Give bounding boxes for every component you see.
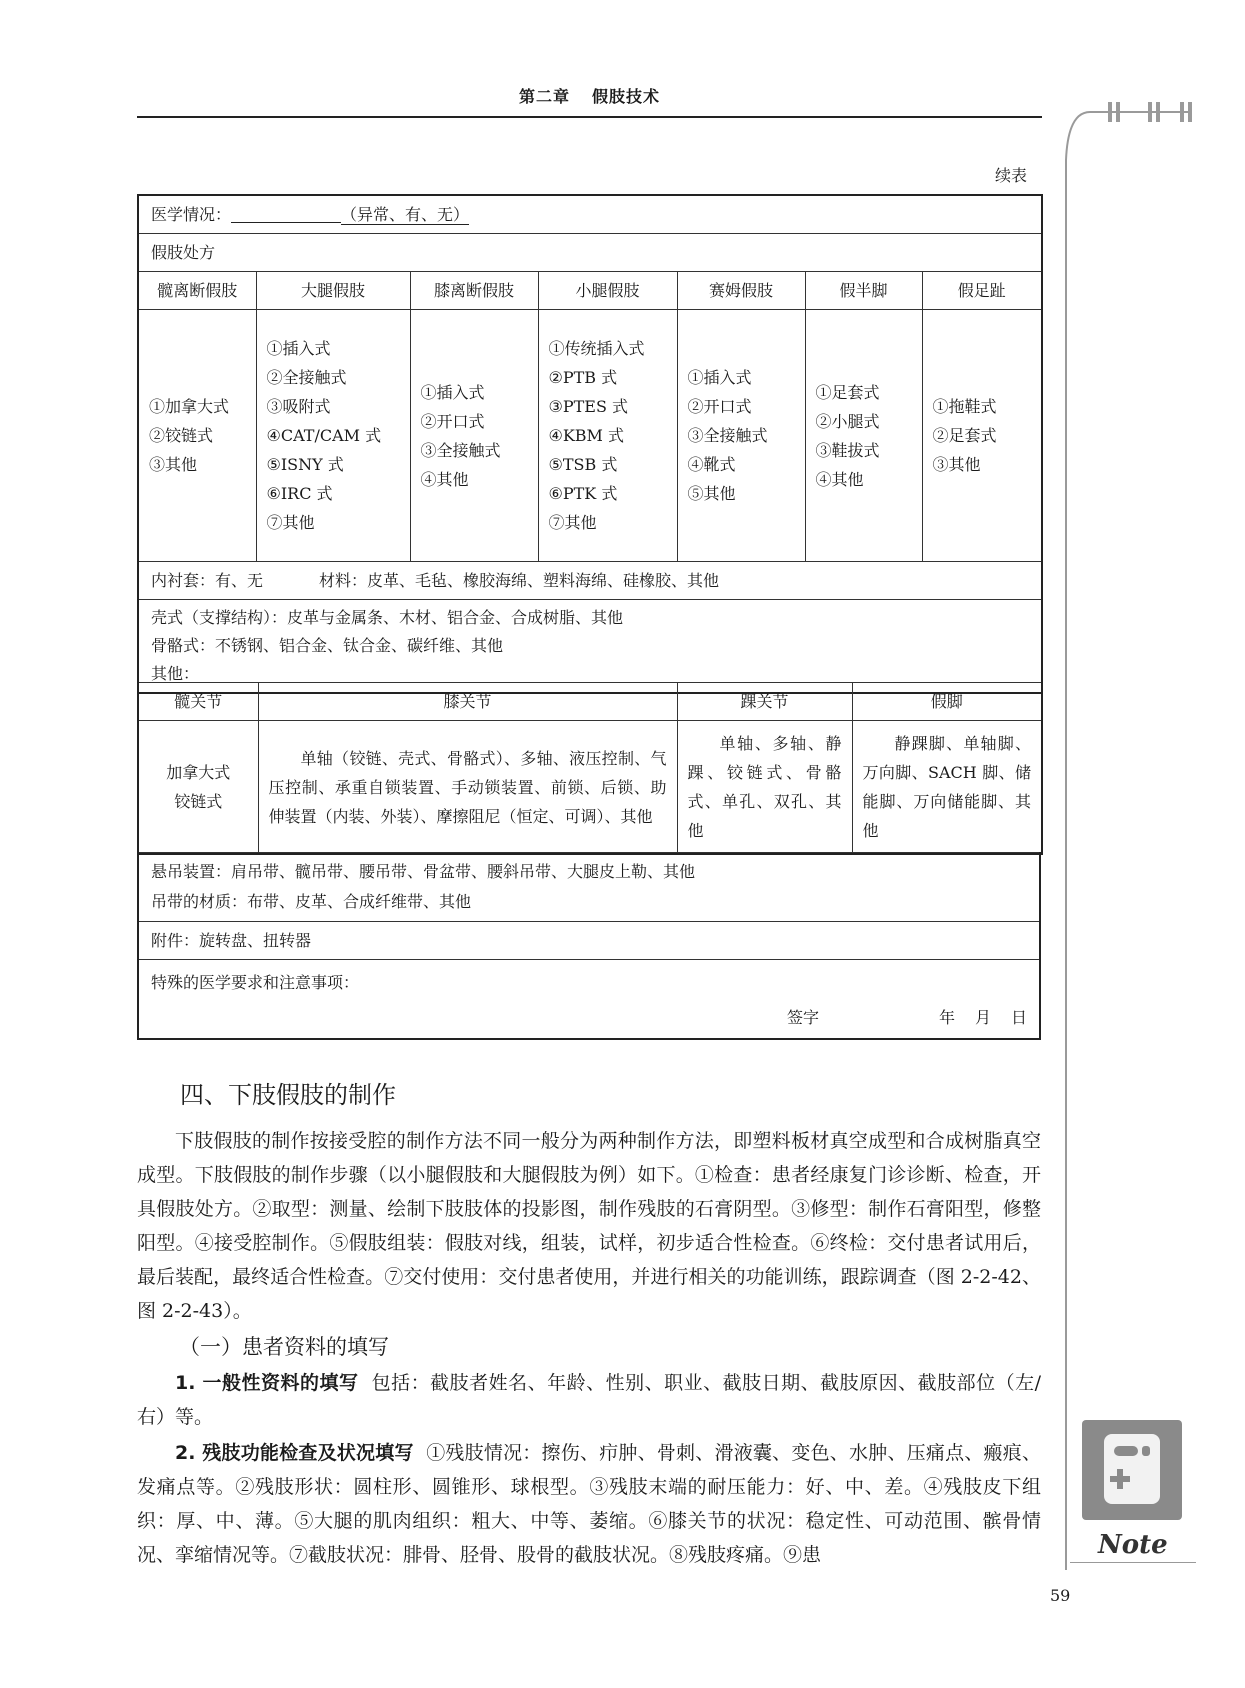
option-item: ③其他: [149, 455, 198, 474]
chapter-number: 第二章: [518, 87, 570, 106]
medical-fill-line: [231, 204, 341, 223]
col-header: 大腿假肢: [256, 272, 410, 310]
option-item: ②铰链式: [149, 426, 214, 445]
paragraph: 下肢假肢的制作按接受腔的制作方法不同一般分为两种制作方法，即塑料板材真空成型和合成树脂真空成型。下肢假肢的制作步骤（以小腿假肢和大腿假肢为例）如下。①检查：患者经康复门诊诊断、检查，开具假肢处方。②取型：测量、绘制下肢肢体的投影图，制作残肢的石膏阴型。③修型：制作石膏阳型，修整阳型。④接受腔制作。⑤假肢组装：假肢对线，组装，试样，初步适合性检查。⑥终检：交付患者试用后，最后装配，最终适合性检查。⑦交付使用：交付患者使用，并进行相关的功能训练，跟踪调查（图 2-2-42、图 2-2-43）。: [137, 1130, 1041, 1322]
suspension-material-text: 吊带的材质：布带、皮革、合成纤维带、其他: [151, 892, 472, 911]
partial-foot-options: [805, 310, 922, 562]
transtibial-options: [538, 310, 677, 562]
accessories-text: 附件：旋转盘、扭转器: [138, 922, 1040, 960]
section-title: 四、下肢假肢的制作: [180, 1081, 396, 1109]
knee-disartic-options: [410, 310, 538, 562]
option-item: ⑥PTK 式: [548, 484, 618, 503]
note-icon: [1082, 1420, 1182, 1520]
joint-selection-table: [137, 682, 1043, 855]
option-item: ③吸附式: [266, 397, 331, 416]
joint-header: 膝关节: [258, 683, 677, 721]
knee-joint-options: 单轴（铰链、壳式、骨骼式）、多轴、液压控制、气压控制、承重自锁装置、手动锁装置、前锁、后锁、助伸装置（内装、外装）、摩擦阻尼（恒定、可调）、其他: [258, 721, 677, 855]
option-item: ⑤ISNY 式: [266, 455, 344, 474]
medical-options: （异常、有、无）: [341, 205, 470, 224]
prosthesis-prescription-table: [137, 194, 1043, 694]
option-item: ③PTES 式: [548, 397, 629, 416]
prescription-row: [138, 234, 1042, 272]
continued-label: 续表: [994, 166, 1027, 185]
option-item: ①加拿大式: [149, 397, 230, 416]
chapter-title: 假肢技术: [592, 87, 661, 106]
special-requirements-label: 特殊的医学要求和注意事项：: [151, 973, 360, 992]
endoskeletal-text: 骨骼式：不锈钢、铝合金、钛合金、碳纤维、其他: [151, 636, 504, 655]
option-item: ⑦其他: [266, 513, 315, 532]
shell-structure-text: 壳式（支撑结构）：皮革与金属条、木材、铝合金、合成树脂、其他: [151, 608, 624, 627]
structure-other-text: 其他：: [151, 664, 200, 683]
ankle-joint-options: 单轴、多轴、静踝、铰链式、骨骼式、单孔、双孔、其他: [677, 721, 852, 855]
option-item: ②开口式: [687, 397, 752, 416]
hip-disartic-options: [138, 310, 256, 562]
note-rule: [1070, 1562, 1196, 1563]
date-year-label: 年: [938, 1008, 955, 1027]
option-item: ⑥IRC 式: [266, 484, 333, 503]
option-item: ③全接触式: [420, 440, 501, 460]
suspension-row: [138, 853, 1040, 922]
option-item: ③其他: [932, 455, 981, 474]
toe-options: [922, 310, 1042, 562]
special-requirements-row: [138, 960, 1040, 1040]
binder-rings-decoration: [1050, 100, 1200, 1570]
accessories-row: [138, 922, 1040, 960]
medical-label: 医学情况：: [151, 205, 232, 224]
page-number: 59: [1050, 1586, 1071, 1605]
option-item: ⑤其他: [687, 484, 736, 503]
joint-header: 假脚: [852, 683, 1042, 721]
option-item: 铰链式: [174, 792, 223, 811]
col-header: 小腿假肢: [538, 272, 677, 310]
option-item: ③全接触式: [687, 426, 768, 445]
option-item: ④KBM 式: [548, 426, 625, 445]
body-text: [137, 1124, 1041, 1572]
option-item: ④靴式: [687, 455, 736, 474]
note-label: Note: [1098, 1530, 1168, 1560]
col-header: 髋离断假肢: [138, 272, 256, 310]
option-item: ①插入式: [687, 368, 752, 387]
option-item: ③鞋拔式: [815, 440, 880, 460]
item-2-text: ①残肢情况：擦伤、疖肿、骨刺、滑液囊、变色、水肿、压痛点、瘢痕、发痛点等。②残肢形状：圆柱形、圆锥形、球根型。③残肢末端的耐压能力：好、中、差。④残肢皮下组织：厚、中、薄。⑤大腿的肌肉组织：粗大、中等、萎缩。⑥膝关节的状况：稳定性、可动范围、髌骨情况、挛缩情况等。⑦截肢状况：腓骨、胫骨、股骨的截肢状况。⑧残肢疼痛。⑨患: [137, 1442, 1041, 1566]
prosthesis-type-header-row: [138, 272, 1042, 310]
date-day-label: 日: [1010, 1008, 1027, 1027]
syme-options: [677, 310, 805, 562]
option-item: ④其他: [420, 469, 469, 489]
col-header: 赛姆假肢: [677, 272, 805, 310]
joint-options-row: [138, 721, 1042, 855]
option-item: ⑤TSB 式: [548, 455, 618, 474]
liner-row: [138, 562, 1042, 600]
item-1-text: 包括：截肢者姓名、年龄、性别、职业、截肢日期、截肢原因、截肢部位（左/右）等。: [137, 1372, 1041, 1428]
option-item: ①拖鞋式: [932, 397, 997, 416]
joint-header-row: [138, 683, 1042, 721]
option-item: ②全接触式: [266, 368, 347, 387]
foot-options: 静踝脚、单轴脚、万向脚、SACH 脚、储能脚、万向储能脚、其他: [852, 721, 1042, 855]
running-header: [137, 84, 1042, 107]
item-2-title: 2. 残肢功能检查及状况填写: [175, 1442, 414, 1464]
col-header: 假半脚: [805, 272, 922, 310]
subsection-title: （一）患者资料的填写: [179, 1335, 389, 1359]
option-item: ②小腿式: [815, 411, 880, 431]
paragraph-item-1: [137, 1366, 1041, 1434]
joint-header: 髋关节: [138, 683, 258, 721]
prosthesis-options-row: [138, 310, 1042, 562]
option-item: 加拿大式: [166, 763, 231, 782]
option-item: ⑦其他: [548, 513, 597, 532]
transfemoral-options: [256, 310, 410, 562]
item-1-title: 1. 一般性资料的填写: [175, 1372, 359, 1394]
col-header: 膝离断假肢: [410, 272, 538, 310]
joint-header: 踝关节: [677, 683, 852, 721]
col-header: 假足趾: [922, 272, 1042, 310]
liner-text: 内衬套：有、无: [151, 571, 264, 590]
option-item: ②足套式: [932, 426, 997, 445]
signature-line: [151, 1003, 1027, 1032]
hip-joint-options: [138, 721, 258, 855]
suspension-text: 悬吊装置：肩吊带、髋吊带、腰吊带、骨盆带、腰斜吊带、大腿皮上勒、其他: [151, 862, 696, 881]
liner-material-text: 材料：皮革、毛毡、橡胶海绵、塑料海绵、硅橡胶、其他: [319, 571, 720, 590]
header-rule: [137, 116, 1042, 118]
structure-row: [138, 600, 1042, 694]
paragraph-item-2: [137, 1436, 1041, 1572]
option-item: ①足套式: [815, 382, 880, 402]
option-item: ①插入式: [266, 339, 331, 358]
prescription-label: 假肢处方: [138, 234, 1042, 272]
option-item: ①传统插入式: [548, 339, 645, 358]
option-item: ①插入式: [420, 382, 485, 402]
option-item: ②开口式: [420, 411, 485, 431]
suspension-table: [137, 852, 1041, 1040]
option-item: ④其他: [815, 469, 864, 489]
date-month-label: 月: [974, 1008, 991, 1027]
medical-row: [138, 195, 1042, 234]
option-item: ②PTB 式: [548, 368, 618, 387]
sign-label: 签字: [786, 1008, 819, 1027]
option-item: ④CAT/CAM 式: [266, 426, 382, 445]
